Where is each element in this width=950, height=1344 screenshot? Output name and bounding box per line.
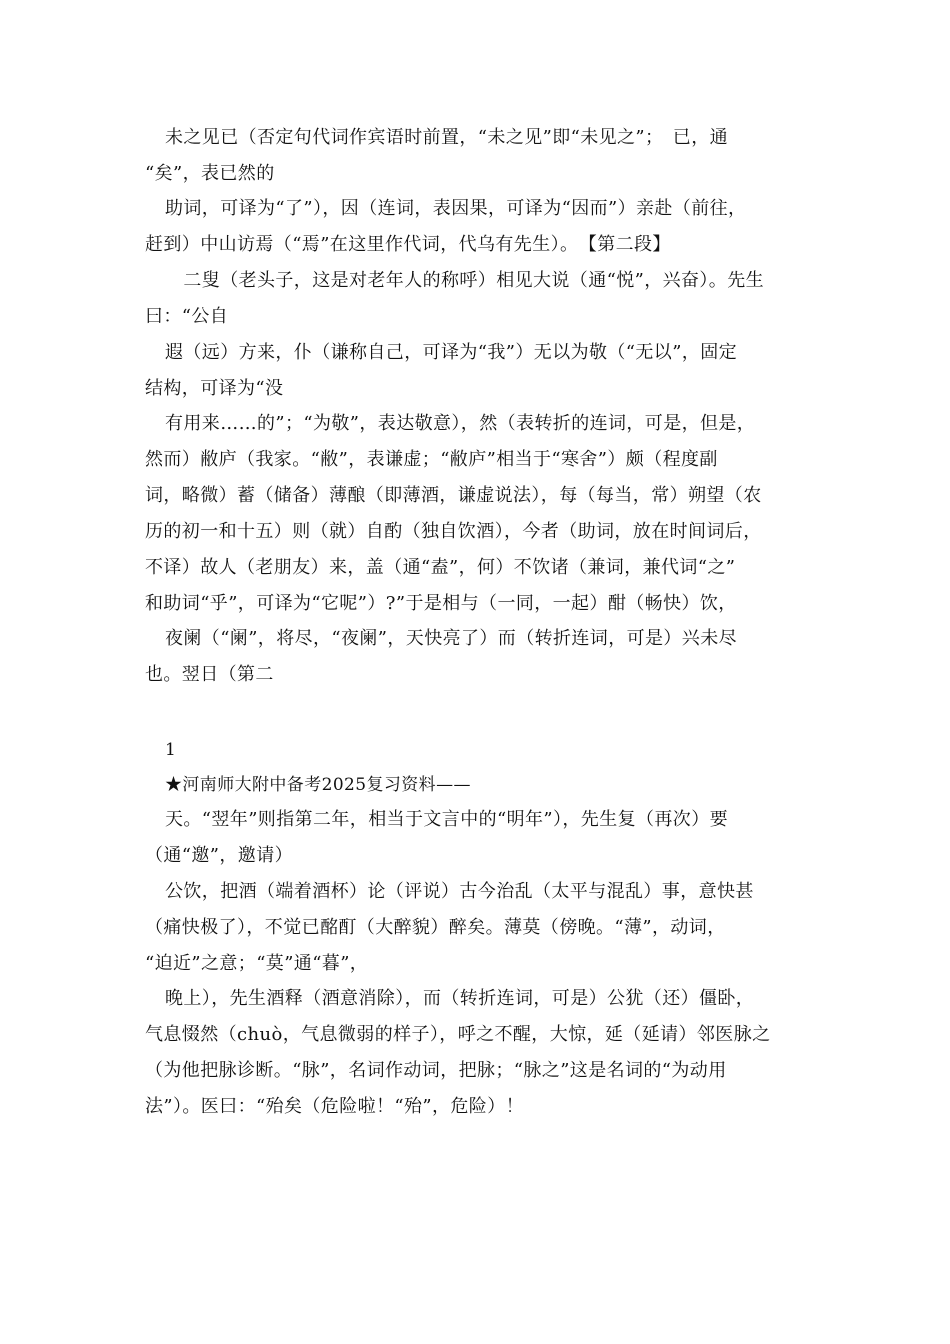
text-line: 然而）敝庐（我家。“敝”，表谦虚；“敝庐”相当于“寒舍”）颇（程度副	[145, 449, 718, 470]
text-line: 未之见已（否定句代词作宾语时前置，“未之见”即“未见之”； 已，通	[165, 127, 729, 148]
text-line: 不译）故人（老朋友）来，盖（通“盍”，何）不饮诸（兼词，兼代词“之”	[145, 557, 736, 578]
text-line: “矣”，表已然的	[145, 163, 275, 184]
text-line: 气息惙然（chuò，气息微弱的样子），呼之不醒，大惊，延（延请）邻医脉之	[145, 1024, 771, 1045]
text-line: 二叟（老头子，这是对老年人的称呼）相见大说（通“悦”，兴奋）。先生	[165, 270, 765, 291]
text-line: 也。翌日（第二	[145, 664, 274, 685]
text-line: （通“邀”，邀请）	[145, 845, 294, 866]
text-line: 词，略微）蓄（储备）薄酿（即薄酒，谦虚说法），每（每当，常）朔望（农	[145, 485, 762, 506]
text-line: 历的初一和十五）则（就）自酌（独自饮酒），今者（助词，放在时间词后，	[145, 521, 762, 542]
document-header: ★河南师大附中备考2025复习资料——	[165, 775, 471, 795]
text-line: 结构，可译为“没	[145, 378, 284, 399]
text-line: 遐（远）方来，仆（谦称自己，可译为“我”）无以为敬（“无以”，固定	[165, 342, 738, 363]
text-line: “迫近”之意；“莫”通“暮”，	[145, 953, 369, 974]
text-line: 公饮，把酒（端着酒杯）论（评说）古今治乱（太平与混乱）事，意快甚	[165, 881, 754, 902]
text-line: 赶到）中山访焉（“焉”在这里作代词，代乌有先生）。 【第二段】	[145, 234, 671, 255]
text-line: 天。“翌年”则指第二年，相当于文言中的“明年”），先生复（再次）要	[165, 809, 729, 830]
text-line: 助词，可译为“了”），因（连词，表因果，可译为“因而”）亲赴（前往，	[165, 198, 747, 219]
page-number: 1	[165, 740, 177, 760]
text-line: 法”）。医曰：“殆矣（危险啦！“殆”，危险）！	[145, 1096, 525, 1117]
text-line: 夜阑（“阑”，将尽，“夜阑”，天快亮了）而（转折连词，可是）兴未尽	[165, 628, 738, 649]
text-line: 和助词“乎”，可译为“它呢”）?”于是相与（一同，一起）酣（畅快）饮，	[145, 593, 737, 614]
text-line: 晚上），先生酒释（酒意消除），而（转折连词，可是）公犹（还）僵卧，	[165, 988, 755, 1009]
text-line: （痛快极了），不觉已酩酊（大醉貌）醉矣。薄莫（傍晚。“薄”，动词，	[145, 917, 726, 938]
text-line: 有用来……的”；“为敬”，表达敬意），然（表转折的连词，可是，但是，	[165, 413, 756, 434]
text-line: 曰：“公自	[145, 306, 229, 327]
text-line: （为他把脉诊断。“脉”，名词作动词，把脉；“脉之”这是名词的“为动用	[145, 1060, 727, 1081]
